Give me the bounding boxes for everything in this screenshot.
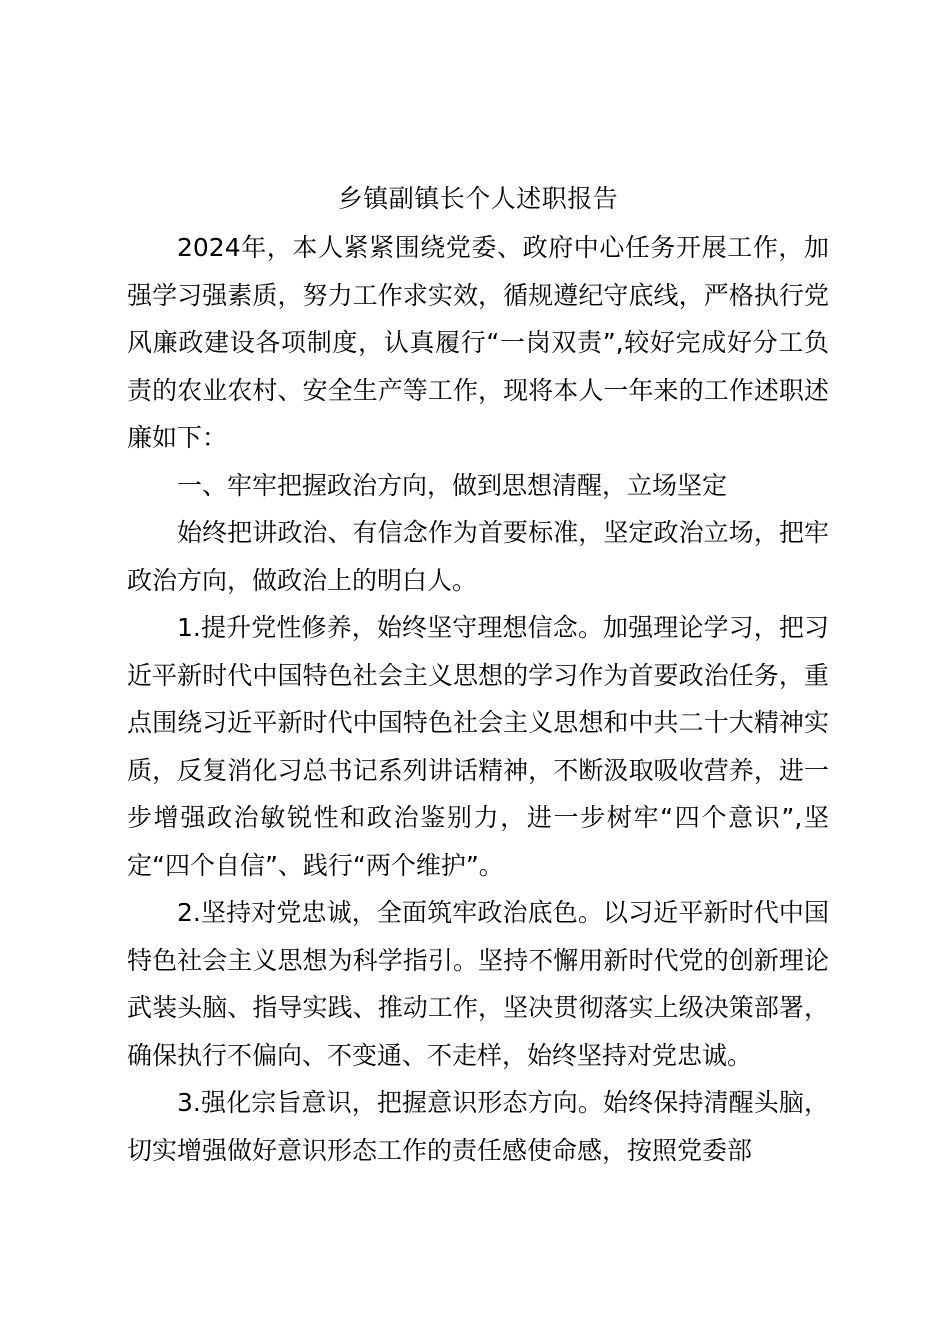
point-2-paragraph: 2.坚持对党忠诚，全面筑牢政治底色。以习近平新时代中国特色社会主义思想为科学指引。坚持不懈用新时代党的创新理论武装头脑、指导实践、推动工作，坚决贯彻落实上级决策部署，确保执行不偏向、不变通、不走样，始终坚持对党忠诚。 — [127, 898, 829, 1070]
point-1-paragraph: 1.提升党性修养，始终坚守理想信念。加强理论学习，把习近平新时代中国特色社会主义思想的学习作为首要政治任务，重点围绕习近平新时代中国特色社会主义思想和中共二十大精神实质，反复消化习总书记系列讲话精神，不断汲取吸收营养，进一步增强政治敏锐性和政治鉴别力，进一步树牢“四个意识”,坚定“四个自信”、践行“两个维护”。 — [127, 613, 829, 880]
document-body — [127, 174, 829, 1174]
point-3-paragraph: 3.强化宗旨意识，把握意识形态方向。始终保持清醒头脑，切实增强做好意识形态工作的责任感使命感，按照党委部 — [127, 1088, 829, 1165]
section-heading: 一、牢牢把握政治方向，做到思想清醒，立场坚定 — [177, 470, 728, 500]
section-paragraph: 始终把讲政治、有信念作为首要标准，坚定政治立场，把牢政治方向，做政治上的明白人。 — [127, 518, 829, 595]
intro-paragraph: 2024年，本人紧紧围绕党委、政府中心任务开展工作，加强学习强素质，努力工作求实效，循规遵纪守底线，严格执行党风廉政建设各项制度，认真履行“一岗双责”,较好完成好分工负责的农业农村、安全生产等工作，现将本人一年来的工作述职述廉如下： — [127, 233, 829, 452]
document-title: 乡镇副镇长个人述职报告 — [337, 184, 619, 213]
